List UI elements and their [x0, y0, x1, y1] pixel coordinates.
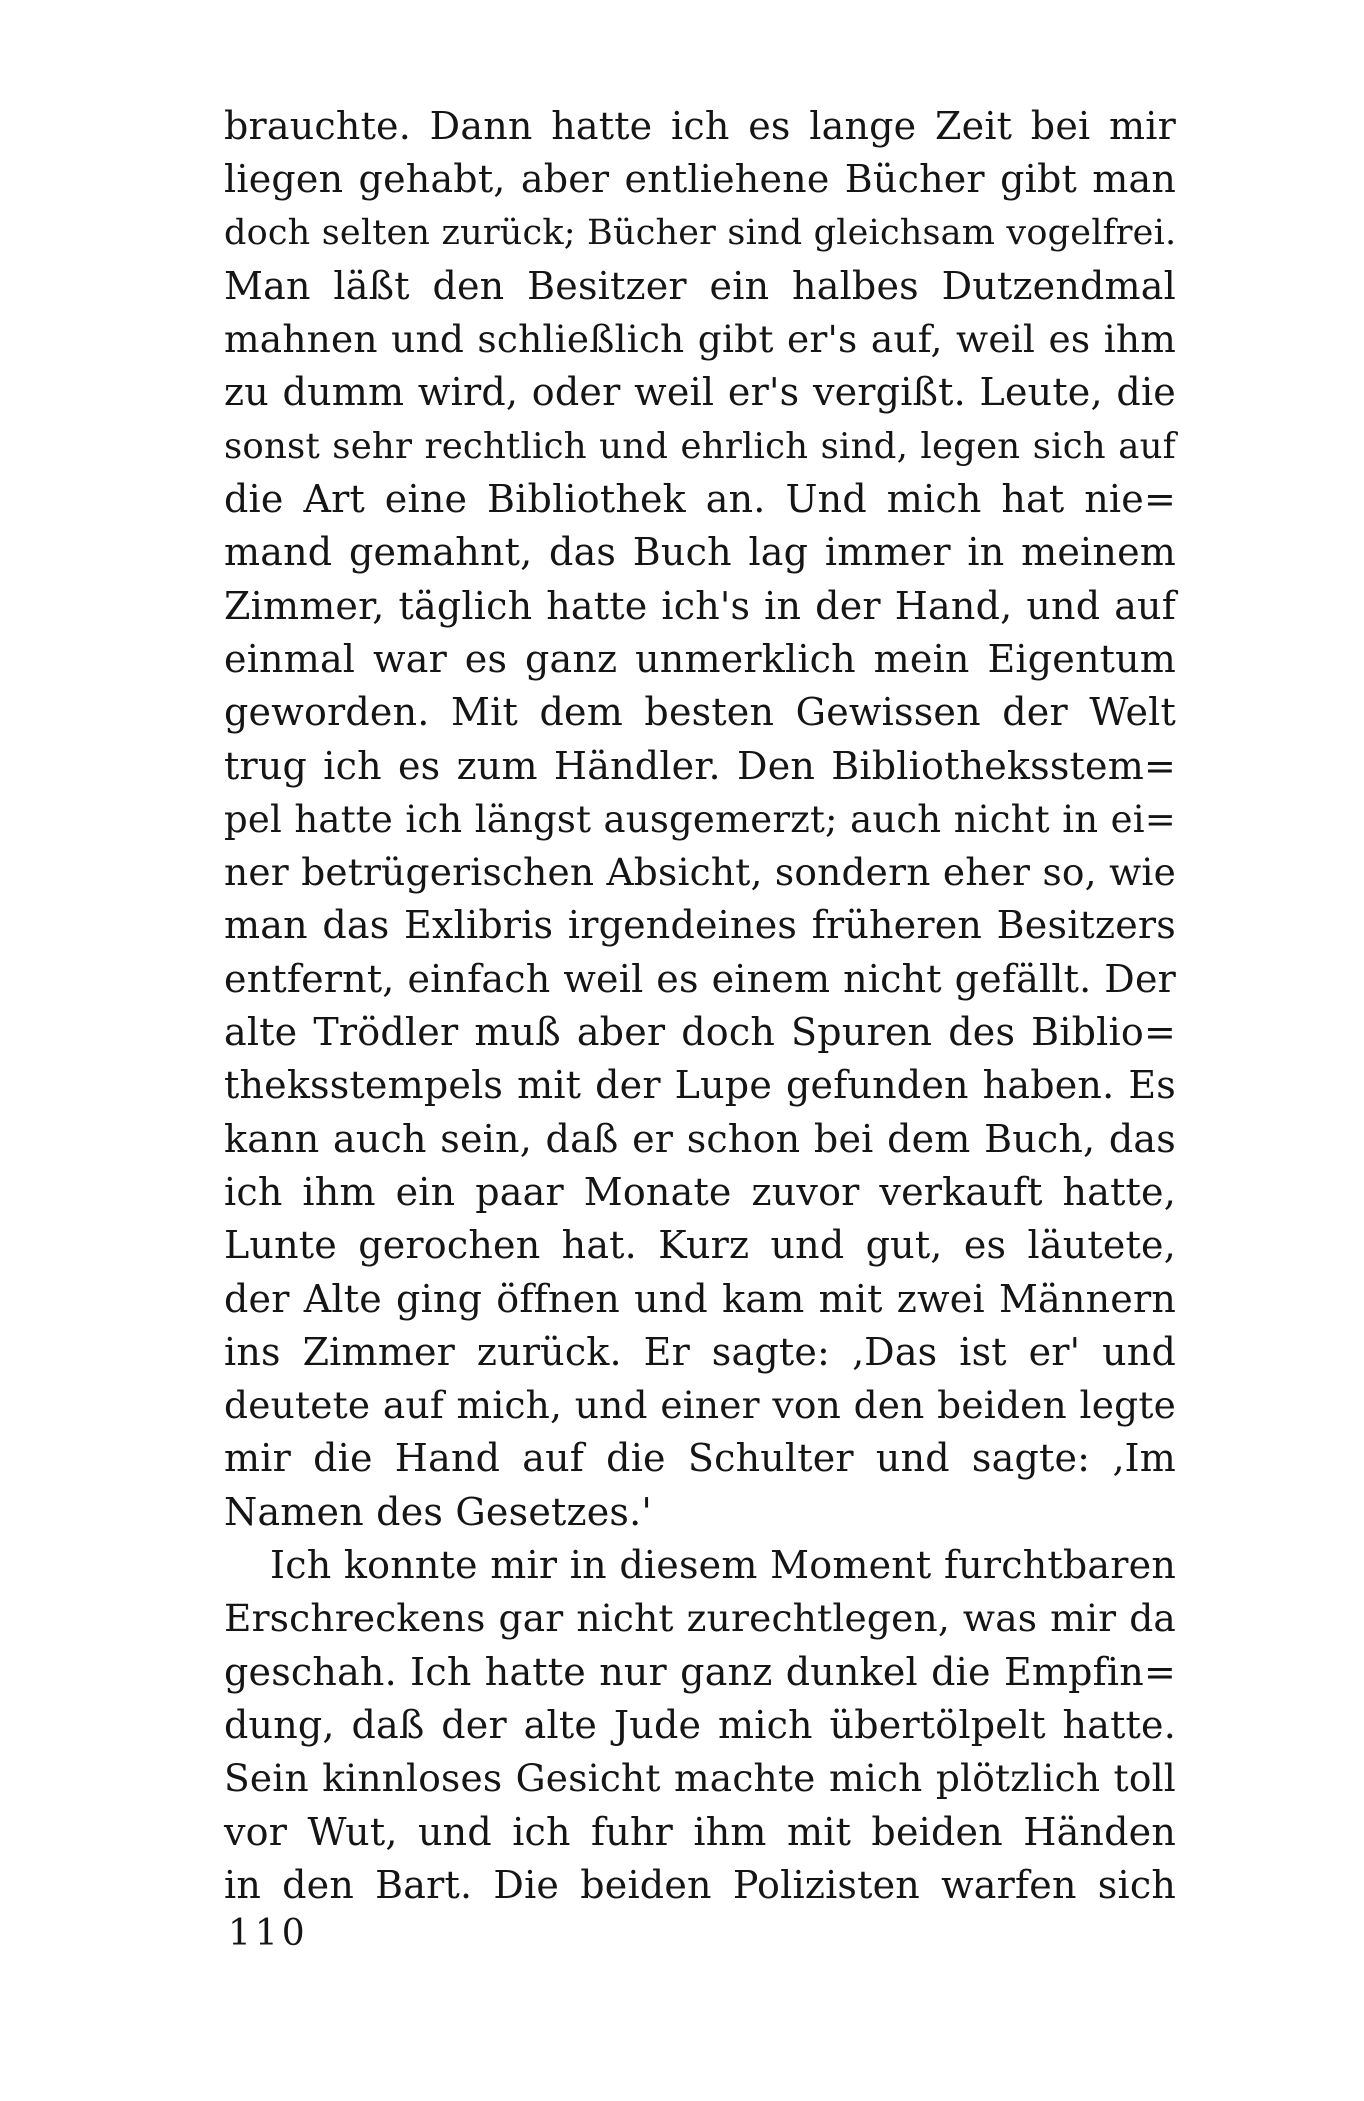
text-line: geworden. Mit dem besten Gewissen der Welt [224, 690, 1176, 735]
text-line: liegen gehabt, aber entliehene Bücher gibt man [224, 157, 1176, 202]
text-line: ins Zimmer zurück. Er sagte: ‚Das ist er' und [224, 1329, 1176, 1374]
text-line: man das Exlibris irgendeines früheren Besitzers [224, 903, 1176, 948]
text-line: trug ich es zum Händler. Den Bibliotheksstem= [224, 743, 1176, 788]
paragraph [224, 100, 1176, 1539]
text-line: geschah. Ich hatte nur ganz dunkel die Empfin= [224, 1649, 1176, 1694]
body-text [224, 100, 1176, 1912]
text-line: ner betrügerischen Absicht, sondern eher so, wie [224, 850, 1176, 895]
text-line: mand gemahnt, das Buch lag immer in meinem [224, 530, 1176, 575]
paragraph [224, 1539, 1176, 1912]
text-line: sonst sehr rechtlich und ehrlich sind, legen sich auf [224, 425, 1176, 467]
page-number: 110 [228, 1913, 309, 1954]
text-line: dung, daß der alte Jude mich übertölpelt hatte. [224, 1702, 1176, 1747]
text-line: mir die Hand auf die Schulter und sagte: ‚Im [224, 1436, 1176, 1481]
text-line: Sein kinnloses Gesicht machte mich plötzlich toll [224, 1756, 1176, 1801]
text-line: brauchte. Dann hatte ich es lange Zeit bei mir [224, 104, 1176, 148]
text-line: einmal war es ganz unmerklich mein Eigentum [224, 636, 1176, 681]
text-line: doch selten zurück; Bücher sind gleichsam vogelfrei. [224, 212, 1177, 253]
text-line: Zimmer, täglich hatte ich's in der Hand, und auf [224, 583, 1176, 628]
text-line: alte Trödler muß aber doch Spuren des Biblio= [224, 1010, 1176, 1055]
text-line: kann auch sein, daß er schon bei dem Buch, das [224, 1116, 1176, 1161]
text-line: deutete auf mich, und einer von den beiden legte [224, 1383, 1176, 1428]
text-line: pel hatte ich längst ausgemerzt; auch nicht in ei= [224, 797, 1176, 841]
text-line: ich ihm ein paar Monate zuvor verkauft hatte, [224, 1169, 1176, 1214]
text-line: zu dumm wird, oder weil er's vergißt. Leute, die [224, 370, 1176, 415]
text-line: entfernt, einfach weil es einem nicht gefällt. Der [224, 956, 1176, 1001]
text-line: Man läßt den Besitzer ein halbes Dutzendmal [224, 263, 1176, 308]
text-line: der Alte ging öffnen und kam mit zwei Männern [224, 1276, 1176, 1321]
text-line: Erschreckens gar nicht zurechtlegen, was mir da [224, 1596, 1176, 1641]
text-line: die Art eine Bibliothek an. Und mich hat nie= [224, 477, 1176, 522]
text-line: Ich konnte mir in diesem Moment furchtbaren [270, 1543, 1176, 1588]
text-line: Namen des Gesetzes.' [224, 1489, 653, 1534]
text-line: mahnen und schließlich gibt er's auf, weil es ihm [224, 317, 1176, 362]
text-line: in den Bart. Die beiden Polizisten warfen sich [224, 1862, 1176, 1907]
text-line: vor Wut, und ich fuhr ihm mit beiden Händen [224, 1809, 1176, 1854]
text-line: Lunte gerochen hat. Kurz und gut, es läutete, [224, 1223, 1176, 1268]
text-line: theksstempels mit der Lupe gefunden haben. Es [224, 1063, 1176, 1108]
